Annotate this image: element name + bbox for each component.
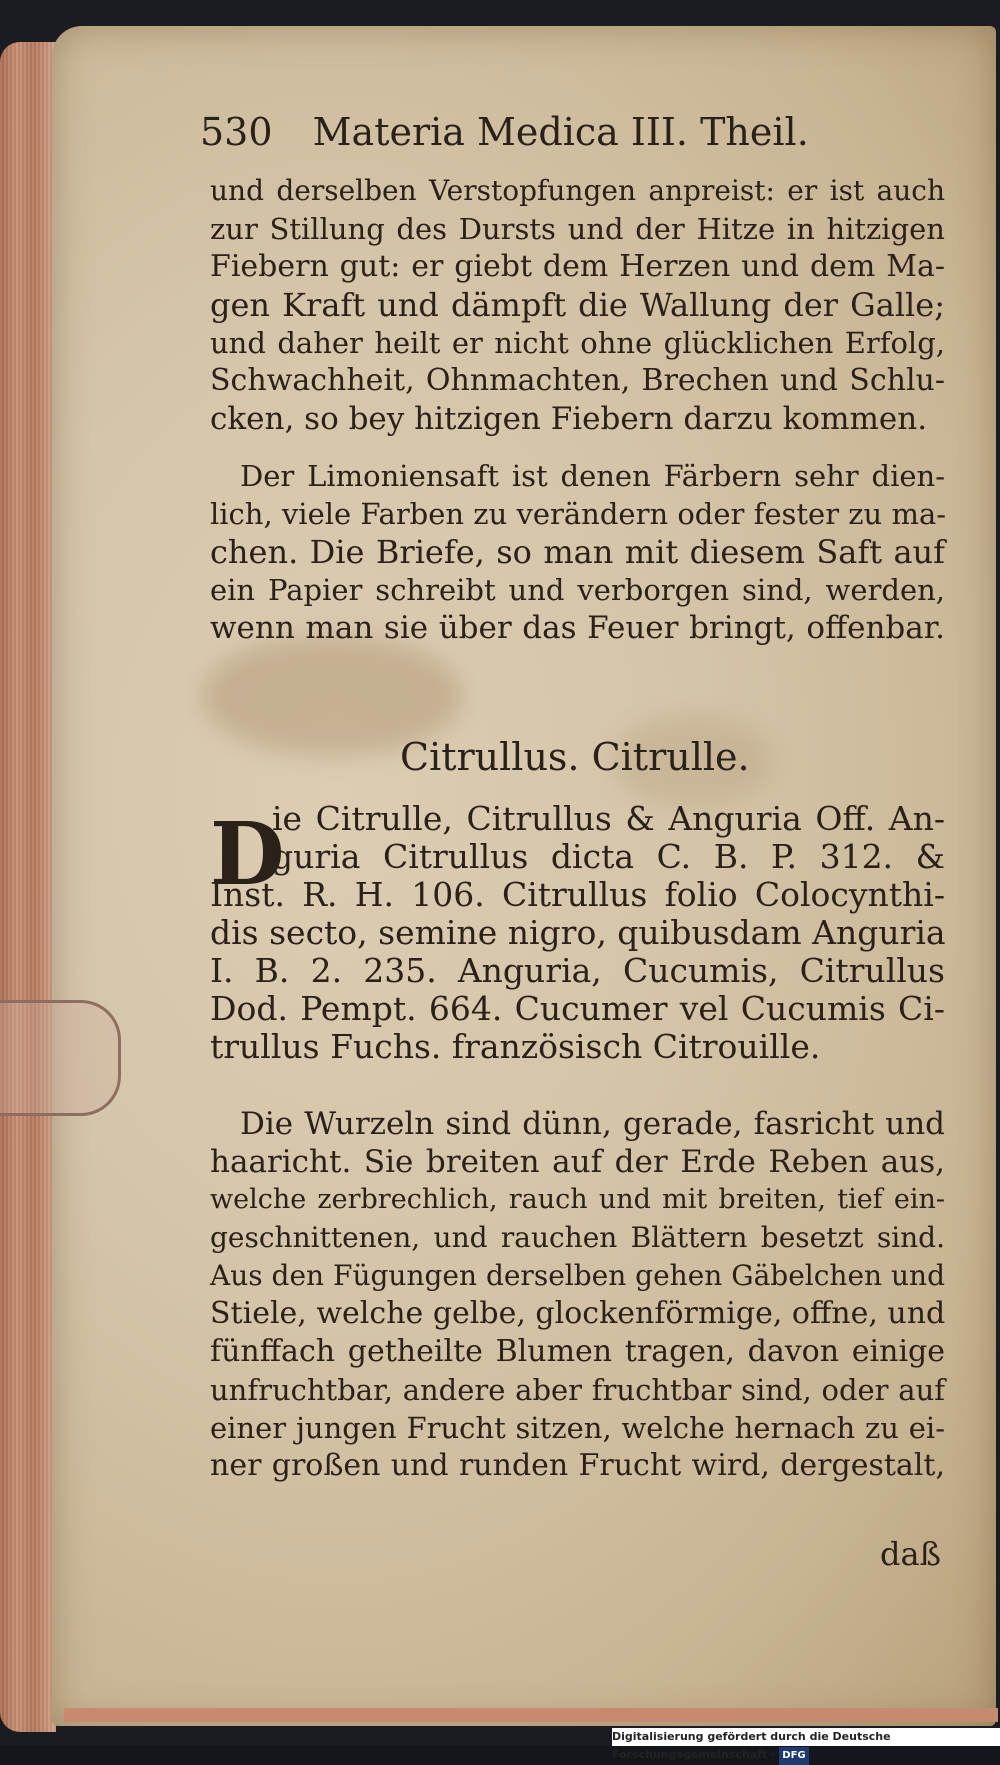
text-line: welche zerbrechlich, rauch und mit breiten, tief ein-	[210, 1184, 945, 1215]
text-line: Aus den Fügungen derselben gehen Gäbelchen und	[210, 1259, 945, 1292]
text-line: Schwachheit, Ohnmachten, Brechen und Schlu-	[210, 363, 945, 398]
text-line: zur Stillung des Dursts und der Hitze in hitzigen	[210, 212, 945, 246]
text-line: guria Citrullus dicta C. B. P. 312. &	[272, 837, 945, 876]
dfg-logo: DFG	[779, 1747, 808, 1765]
text-line: lich, viele Farben zu verändern oder fester zu ma-	[210, 497, 947, 531]
text-line: haaricht. Sie breiten auf der Erde Reben aus,	[210, 1144, 945, 1180]
text-line: ner großen und runden Frucht wird, dergestalt,	[210, 1448, 945, 1483]
drop-capital: D	[210, 804, 285, 905]
text-line: ie Citrulle, Citrullus & Anguria Off. An-	[272, 799, 945, 838]
text-line: und daher heilt er nicht ohne glücklichen Erfolg,	[210, 326, 945, 360]
digitization-credit	[612, 1728, 1000, 1761]
paragraph-3	[210, 800, 945, 1066]
paragraph-2	[210, 457, 945, 647]
text-line: wenn man sie über das Feuer bringt, offenbar.	[210, 610, 945, 646]
running-title: Materia Medica III. Theil.	[312, 110, 809, 154]
page-fore-edge	[0, 42, 56, 1732]
text-line: trullus Fuchs. französisch Citrouille.	[210, 1027, 821, 1066]
catchword: daß	[880, 1535, 941, 1573]
text-line: cken, so bey hitzigen Fiebern darzu kommen.	[210, 401, 928, 437]
text-line: geschnittenen, und rauchen Blättern besetzt sind.	[210, 1221, 945, 1254]
text-line: dis secto, semine nigro, quibusdam Anguria	[210, 913, 946, 952]
section-heading: Citrullus. Citrulle.	[400, 735, 750, 779]
text-line: ein Papier schreibt und verborgen sind, werden,	[210, 573, 945, 607]
text-line: Fiebern gut: er giebt dem Herzen und dem Ma-	[210, 249, 945, 284]
text-line: Inst. R. H. 106. Citrullus folio Colocynthi-	[210, 875, 945, 914]
credit-text: Digitalisierung gefördert durch die Deutsche Forschungsgemeinschaft ·	[612, 1730, 891, 1761]
text-line: unfruchtbar, andere aber fruchtbar sind, oder auf	[210, 1373, 945, 1407]
paragraph-4	[210, 1105, 945, 1485]
text-line: gen Kraft und dämpft die Wallung der Galle;	[210, 286, 945, 324]
text-line: chen. Die Briefe, so man mit diesem Saft auf	[210, 533, 945, 571]
text-line: einer jungen Frucht sitzen, welche hernach zu ei-	[210, 1411, 945, 1445]
text-line: Die Wurzeln sind dünn, gerade, fasricht und	[240, 1106, 945, 1142]
text-line: Dod. Pempt. 664. Cucumer vel Cucumis Ci-	[210, 989, 945, 1028]
text-line: Stiele, welche gelbe, glockenförmige, offne, und	[210, 1296, 946, 1331]
page-header	[200, 110, 809, 154]
text-line: I. B. 2. 235. Anguria, Cucumis, Citrullus	[210, 951, 945, 990]
text-line: Der Limoniensaft ist denen Färbern sehr dien-	[240, 459, 945, 493]
paragraph-1	[210, 172, 945, 438]
text-line: fünffach getheilte Blumen tragen, davon einige	[210, 1334, 945, 1369]
text-line: und derselben Verstopfungen anpreist: er ist auch	[210, 174, 945, 207]
page-bottom-edge	[64, 1708, 998, 1722]
page-number: 530	[200, 110, 273, 154]
bookmark-clip	[0, 1000, 121, 1116]
